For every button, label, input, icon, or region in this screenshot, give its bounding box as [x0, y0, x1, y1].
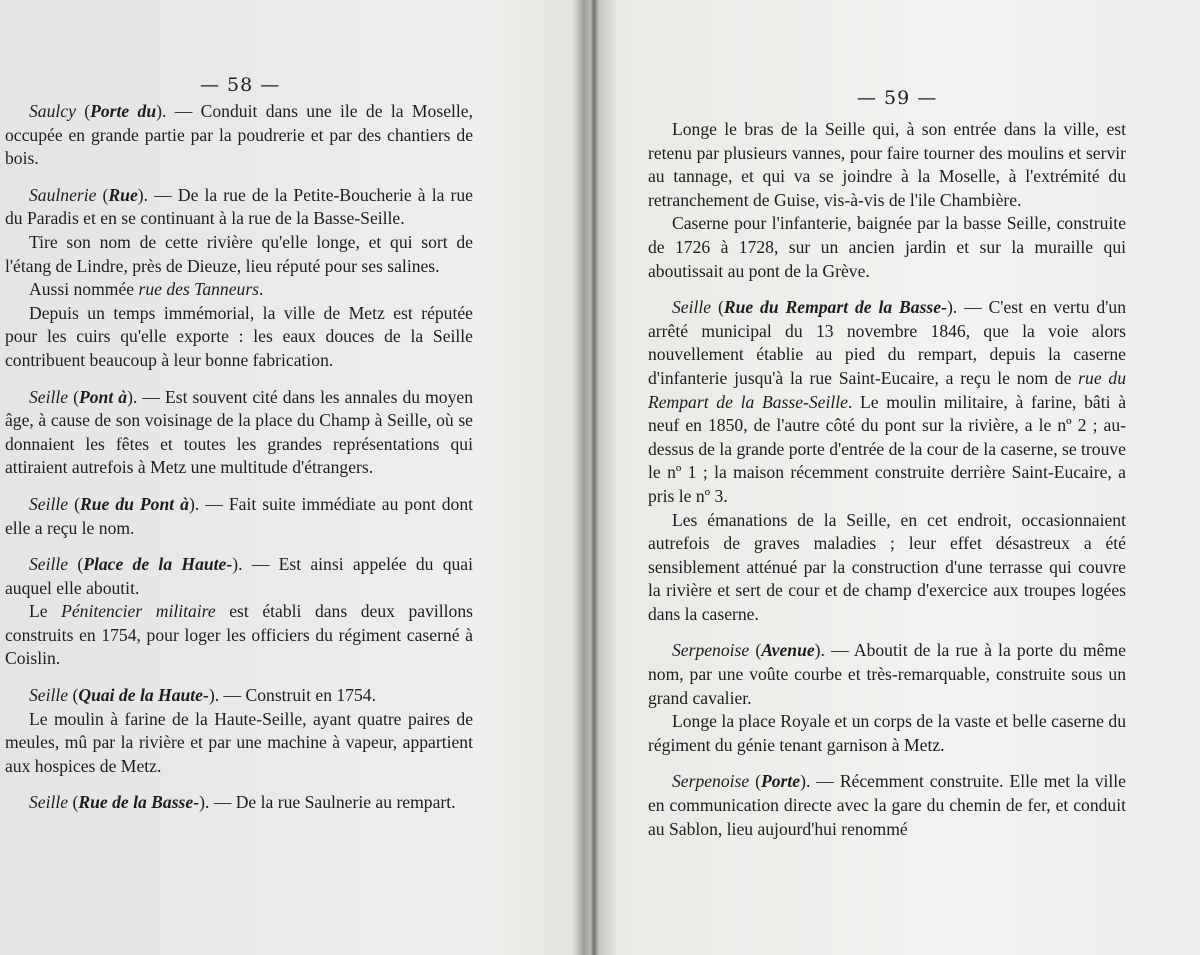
entry: [5, 684, 473, 778]
paragraph: Seille (Rue du Rempart de la Basse-). — C'est en vertu d'un arrêté municipal du 13 novembre 1846, que la voie alors nouvellement établie au pied du rempart, depuis la caserne d'infanterie jusqu'à la rue Saint-Eucaire, a reçu le nom de rue du Rempart de la Basse-Seille. Le moulin militaire, à farine, bâti à neuf en 1850, de l'autre côté du pont sur la rivière, a le nº 2 ; au-dessus de la grande porte d'entrée de la cour de la caserne, se trouve le nº 1 ; la maison récemment construite derrière Saint-Eucaire, a pris le nº 3.: [648, 297, 1126, 506]
left-page-text: [5, 100, 473, 828]
paragraph-text: Tire son nom de cette rivière qu'elle longe, et qui sort de l'étang de Lindre, près de Dieuze, lieu réputé pour ses salines.: [5, 231, 473, 276]
paragraph-tail: .: [259, 279, 264, 300]
entry: [648, 770, 1126, 841]
paragraph: [648, 212, 1126, 283]
entry: [648, 118, 1126, 283]
paragraph: [5, 708, 473, 779]
paragraph: Saulnerie (Rue). — De la rue de la Petite-Boucherie à la rue du Paradis et en se continuant à la rue de la Basse-Seille.: [5, 184, 473, 229]
paragraph-text: . — De la rue de la Petite-Boucherie à la rue du Paradis et en se continuant à la rue de la Basse-Seille.: [5, 184, 473, 229]
entry-subheading: Rue du Rempart de la Basse-: [723, 297, 947, 318]
right-page: [592, 0, 1200, 955]
paragraph: [648, 710, 1126, 757]
entry-heading: Serpenoise: [672, 640, 750, 661]
italic-term: Pénitencier militaire: [61, 601, 216, 622]
entry-heading: Seille: [29, 792, 69, 813]
entry-subheading: Quai de la Haute-: [78, 685, 209, 706]
paragraph-text: . — C'est en vertu d'un arrêté municipal du 13 novembre 1846, que la voie alors nouvellement établie au pied du rempart, depuis la caserne d'infanterie jusqu'à la rue Saint-Eucaire, a reçu le nom de: [648, 297, 1126, 388]
entry-subheading: Avenue: [761, 640, 815, 661]
paragraph-text: Aussi nommée: [29, 279, 139, 300]
entry: [5, 184, 473, 373]
entry-subheading: Porte du: [90, 101, 157, 121]
italic-term: rue du Rempart de la Basse-Seille: [648, 367, 1126, 412]
paragraph-tail: . Le moulin militaire, à farine, bâti à neuf en 1850, de l'autre côté du pont sur la rivière, a le nº 2 ; au-dessus de la grande porte d'entrée de la cour de la caserne, se trouve le nº 1 ; la maison récemment construite derrière Saint-Eucaire, a pris le nº 3.: [648, 391, 1126, 506]
paragraph: Serpenoise (Avenue). — Aboutit de la rue à la porte du même nom, par une voûte courbe et très-remarquable, construite sous un grand cavalier.: [648, 640, 1126, 708]
entry-heading: Seille: [672, 297, 712, 318]
entry: [5, 493, 473, 540]
entry-heading: Seille: [29, 493, 69, 514]
paragraph: [648, 118, 1126, 212]
entry-heading: Seille: [29, 554, 69, 575]
entry-heading: Saulnerie: [29, 184, 97, 205]
entry: [5, 386, 473, 480]
entry-heading: Serpenoise: [672, 771, 750, 792]
paragraph-text: . — Fait suite immédiate au pont dont elle a reçu le nom.: [5, 493, 474, 538]
entry-subheading: Rue: [108, 184, 138, 205]
entry: [5, 791, 473, 815]
paragraph-text: Longe le bras de la Seille qui, à son entrée dans la ville, est retenu par plusieurs vannes, pour faire tourner des moulins et servir au tannage, et qui va se joindre à la Moselle, à l'extrémité du retranchement de Guise, vis-à-vis de l'ile Chambière.: [648, 119, 1126, 210]
entry-heading: Seille: [29, 386, 69, 407]
paragraph: Seille (Pont à). — Est souvent cité dans les annales du moyen âge, à cause de son voisinage de la place du Champ à Seille, où se donnaient les fêtes et toutes les grandes représentations qui attiraient autrefois à Metz une multitude d'étrangers.: [5, 386, 473, 478]
paragraph: [5, 231, 473, 278]
entry: [5, 553, 473, 671]
paragraph: [5, 302, 473, 373]
paragraph-text: . — De la rue Saulnerie au rempart.: [204, 792, 456, 813]
paragraph-text: . — Aboutit de la rue à la porte du même nom, par une voûte courbe et très-remarquable, construite sous un grand cavalier.: [648, 640, 1126, 708]
paragraph-text: Caserne pour l'infanterie, baignée par la basse Seille, construite de 1726 à 1728, sur un ancien jardin et sur la muraille qui aboutissait au pont de la Grève.: [648, 213, 1126, 281]
page-number-right: — 59 —: [857, 87, 938, 109]
entry-heading: Seille: [29, 685, 69, 706]
page-number-left: — 58 —: [200, 74, 281, 96]
paragraph-text: . — Est souvent cité dans les annales du moyen âge, à cause de son voisinage de la place du Champ à Seille, où se donnaient les fêtes et toutes les grandes représentations qui attiraient autrefois à Metz une multitude d'étrangers.: [5, 386, 473, 478]
entry: [648, 639, 1126, 757]
paragraph: [5, 600, 473, 671]
paragraph-text: Depuis un temps immémorial, la ville de Metz est réputée pour les cuirs qu'elle exporte : les eaux douces de la Seille contribuent beaucoup à leur bonne fabrication.: [5, 302, 473, 370]
entry: [648, 296, 1126, 626]
paragraph-text: Le: [29, 601, 62, 622]
entry-subheading: Rue du Pont à: [79, 493, 189, 514]
entry-subheading: Place de la Haute-: [83, 554, 233, 575]
paragraph: [648, 509, 1126, 627]
paragraph: Serpenoise (Porte). — Récemment construite. Elle met la ville en communication directe avec la gare du chemin de fer, et conduit au Sablon, lieu aujourd'hui renommé: [648, 771, 1126, 839]
paragraph-text: Le moulin à farine de la Haute-Seille, ayant quatre paires de meules, mû par la rivière et par une machine à vapeur, appartient aux hospices de Metz.: [5, 708, 473, 776]
paragraph-text: . — Est ainsi appelée du quai auquel elle aboutit.: [5, 554, 474, 598]
paragraph-text: . — Construit en 1754.: [214, 685, 376, 706]
paragraph-tail: est établi dans deux pavillons construits en 1754, pour loger les officiers du régiment caserné à Coislin.: [5, 601, 473, 669]
right-page-text: [648, 118, 1126, 854]
italic-term: rue des Tanneurs: [138, 279, 260, 300]
paragraph: Seille (Rue du Pont à). — Fait suite immédiate au pont dont elle a reçu le nom.: [5, 493, 474, 538]
entry-subheading: Rue de la Basse-: [78, 792, 200, 813]
paragraph: [5, 278, 473, 302]
left-page: [0, 0, 585, 955]
entry: [5, 100, 473, 171]
paragraph: Seille (Place de la Haute-). — Est ainsi appelée du quai auquel elle aboutit.: [5, 554, 474, 598]
paragraph-text: . — Récemment construite. Elle met la ville en communication directe avec la gare du chemin de fer, et conduit au Sablon, lieu aujourd'hui renommé: [648, 771, 1126, 839]
paragraph-text: Longe la place Royale et un corps de la vaste et belle caserne du régiment du génie tenant garnison à Metz.: [648, 711, 1126, 755]
paragraph-text: . — Conduit dans une ile de la Moselle, occupée en grande partie par la poudrerie et par des chantiers de bois.: [5, 101, 473, 169]
paragraph: Seille (Rue de la Basse-). — De la rue Saulnerie au rempart.: [29, 792, 456, 813]
paragraph: Seille (Quai de la Haute-). — Construit en 1754.: [29, 685, 376, 706]
entry-heading: Saulcy: [29, 101, 76, 121]
entry-subheading: Porte: [761, 771, 801, 792]
paragraph: Saulcy (Porte du). — Conduit dans une ile de la Moselle, occupée en grande partie par la poudrerie et par des chantiers de bois.: [5, 101, 473, 169]
entry-subheading: Pont à: [79, 386, 128, 407]
paragraph-text: Les émanations de la Seille, en cet endroit, occasionnaient autrefois de graves maladies ; leur effet désastreux a été sensiblement atténué par la construction d'une terrasse qui couvre la rivière et sert de cour et de champ d'exercice aux troupes logées dans la caserne.: [648, 509, 1126, 624]
